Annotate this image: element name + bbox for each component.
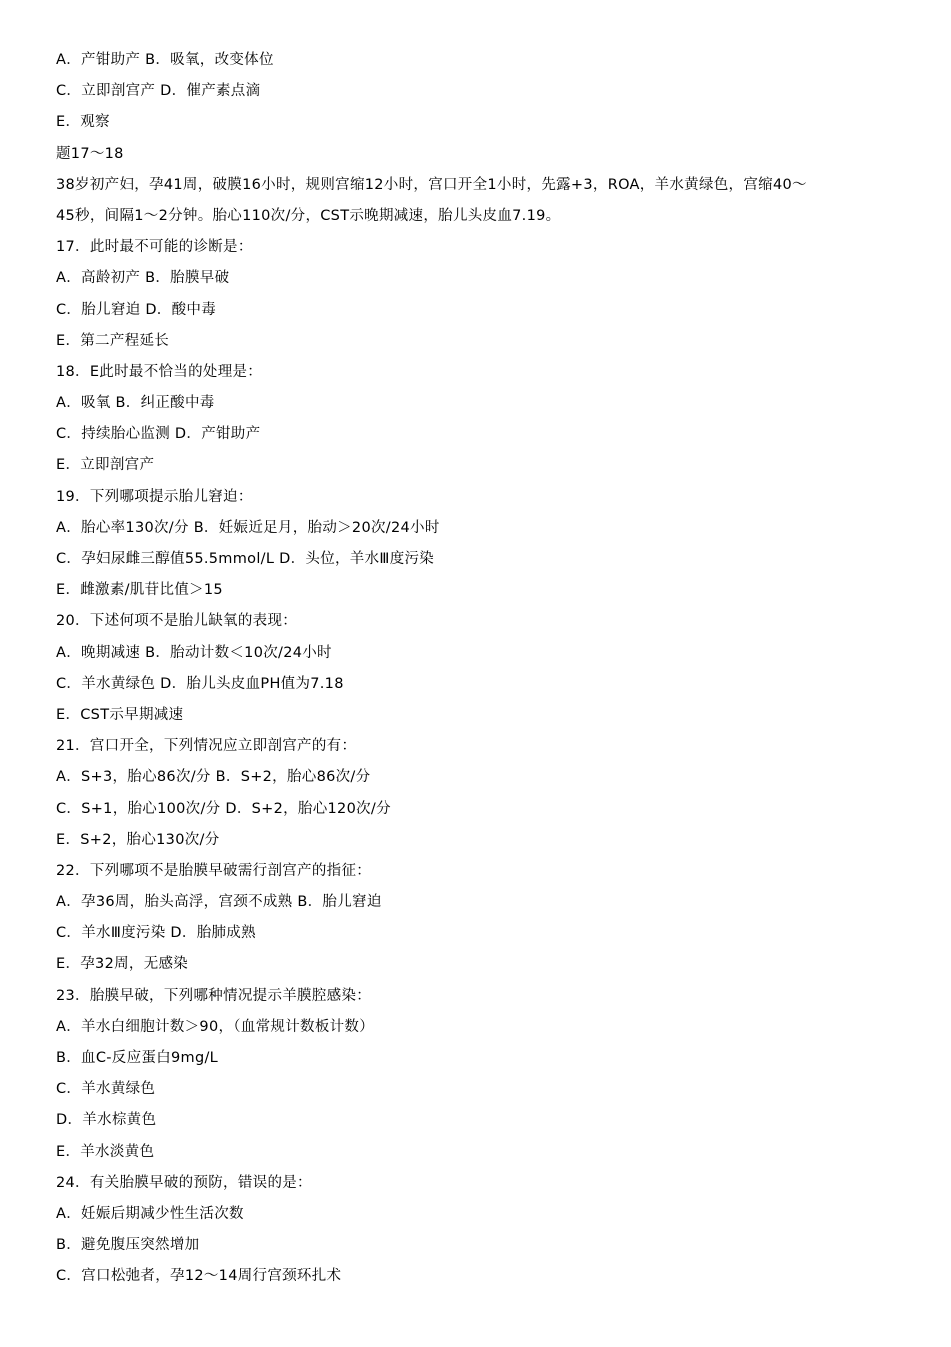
- question-19: 19．下列哪项提示胎儿窘迫：: [56, 488, 253, 505]
- option-line: A．吸氧 B．纠正酸中毒: [56, 395, 215, 412]
- option-line: E．立即剖宫产: [56, 457, 155, 474]
- option-line: C．S+1，胎心100次/分 D．S+2，胎心120次/分: [56, 800, 391, 817]
- option-line: C．宫口松弛者，孕12～14周行宫颈环扎术: [56, 1268, 342, 1285]
- question-21: 21．宫口开全，下列情况应立即剖宫产的有：: [56, 738, 357, 755]
- option-line: A．妊娠后期减少性生活次数: [56, 1205, 244, 1222]
- case-text: 45秒，间隔1～2分钟。胎心110次/分，CST示晚期减速，胎儿头皮血7.19。: [56, 207, 561, 224]
- option-line: A．高龄初产 B．胎膜早破: [56, 270, 230, 287]
- option-line: E．第二产程延长: [56, 332, 170, 349]
- option-line: C．孕妇尿雌三醇值55.5mmol/L D．头位，羊水Ⅲ度污染: [56, 551, 435, 567]
- option-line: C．胎儿窘迫 D．酸中毒: [56, 301, 216, 318]
- question-22: 22．下列哪项不是胎膜早破需行剖宫产的指征：: [56, 862, 372, 879]
- option-line: A．晚期减速 B．胎动计数＜10次/24小时: [56, 644, 332, 661]
- question-18: 18．E此时最不恰当的处理是：: [56, 363, 263, 380]
- option-line: E．S+2，胎心130次/分: [56, 831, 220, 848]
- option-line: A．产钳助产 B．吸氧，改变体位: [56, 52, 274, 68]
- option-line: B．避免腹压突然增加: [56, 1237, 200, 1254]
- option-line: A．胎心率130次/分 B．妊娠近足月，胎动＞20次/24小时: [56, 519, 440, 536]
- question-20: 20．下述何项不是胎儿缺氧的表现：: [56, 613, 298, 630]
- case-text: 38岁初产妇，孕41周，破膜16小时，规则宫缩12小时，宫口开全1小时，先露+3，ROA，羊水黄绿色，宫缩40～: [56, 176, 807, 193]
- option-line: A．孕36周，胎头高浮，宫颈不成熟 B．胎儿窘迫: [56, 894, 382, 911]
- question-24: 24．有关胎膜早破的预防，错误的是：: [56, 1174, 312, 1191]
- question-17: 17．此时最不可能的诊断是：: [56, 239, 253, 256]
- option-line: A．S+3，胎心86次/分 B．S+2，胎心86次/分: [56, 769, 371, 786]
- option-line: C．羊水Ⅲ度污染 D．胎肺成熟: [56, 925, 256, 942]
- option-line: E．雌激素/肌苷比值＞15: [56, 582, 223, 599]
- option-line: D．羊水棕黄色: [56, 1112, 157, 1129]
- option-line: B．血C-反应蛋白9mg/L: [56, 1050, 219, 1066]
- option-line: E．观察: [56, 114, 110, 131]
- question-group-heading: 题17～18: [56, 145, 124, 162]
- option-line: C．持续胎心监测 D．产钳助产: [56, 426, 261, 443]
- option-line: C．羊水黄绿色 D．胎儿头皮血PH值为7.18: [56, 675, 344, 692]
- option-line: E．孕32周，无感染: [56, 956, 189, 973]
- option-line: C．羊水黄绿色: [56, 1081, 156, 1098]
- option-line: E．羊水淡黄色: [56, 1143, 155, 1160]
- option-line: A．羊水白细胞计数＞90，（血常规计数板计数）: [56, 1018, 375, 1035]
- question-23: 23．胎膜早破，下列哪种情况提示羊膜腔感染：: [56, 987, 372, 1004]
- document-body: [56, 49, 896, 1297]
- option-line: E．CST示早期减速: [56, 706, 184, 723]
- option-line: C．立即剖宫产 D．催产素点滴: [56, 83, 261, 100]
